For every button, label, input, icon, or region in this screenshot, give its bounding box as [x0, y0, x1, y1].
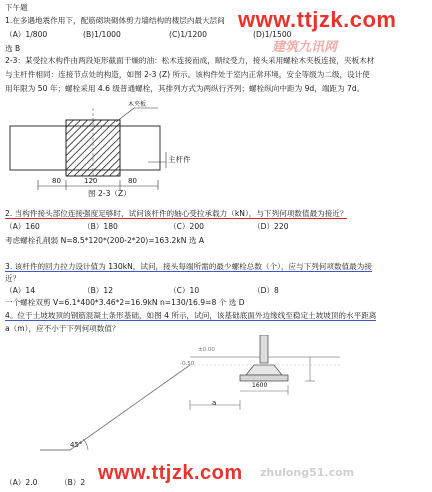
q4-line2: a（m），应不小于下列何项数值？ — [5, 324, 120, 333]
q3-option-c: （C）10 — [169, 286, 200, 295]
q2-options — [5, 222, 289, 232]
q3-option-a: （A）14 — [5, 286, 36, 295]
q2-3-line1: 2-3：某受拉木构件由两段矩形截面干燥的油：松木连接而成，顺纹受力，接头采用螺栓木夹板连接，夹板木材 — [5, 56, 375, 65]
q3-options — [5, 286, 279, 296]
q1-option-d: (D)1/1500 — [253, 30, 292, 39]
q2-stem: 2. 当构件接头部位连接强度足够时，试问该杆件的轴心受拉承载力（kN），与下列何项数值最为接近？ — [5, 209, 348, 218]
watermark-url-bottom: www.ttjzk.com — [98, 462, 243, 484]
figure-caption: 图 2-3（Z） — [88, 189, 131, 198]
q2-option-d: （D）220 — [253, 222, 289, 231]
figure2-dim-a: a — [212, 399, 217, 407]
watermark-site-faint: 建筑九讯网 — [272, 39, 338, 54]
figure-label-zhuganjian: 主杆件 — [168, 155, 191, 164]
q1-answer: 选 B — [5, 44, 21, 53]
q4-line1: 4。位于土坡坡顶的钢筋混凝土条形基础，如图 4 所示，试问，该基础底面外边缘线至稳定土坡坡顶的水平距离 — [5, 311, 377, 320]
q1-option-b: (B)1/1000 — [83, 30, 121, 39]
q2-option-a: （A）160 — [5, 222, 40, 231]
q2-3-line3: 用年限为 50 年；螺栓采用 4.6 级普通螺栓，其排列方式为两纵行齐列；螺栓纵向中距为 9d，端距为 7d。 — [5, 84, 365, 93]
watermark-bottom-faint: zhulong51.com — [260, 466, 355, 479]
q1-options — [5, 30, 292, 40]
q3-option-d: （D）8 — [253, 286, 279, 295]
figure-dim-1: 80 — [52, 177, 61, 185]
q3-stem-line1: 3. 该杆件的回力拉力设计值为 130kN，试问，接头每端所需的最少螺栓总数（个），应与下列何项数值最为接 — [5, 262, 372, 271]
q1-stem: 1.在多遇地震作用下，配筋砌块砌体剪力墙结构的楼层内最大层间 — [5, 16, 225, 25]
q2-option-b: （B）180 — [83, 222, 118, 231]
figure-label-mujiaban: 木夹板 — [128, 101, 147, 108]
q3-stem-line2: 近？ — [5, 274, 21, 283]
figure2-dim-top: ±0.00 — [198, 347, 215, 353]
q1-option-a: （A）1/800 — [5, 30, 48, 39]
q2-3-line2: 与主杆件相同：连接节点处的构造，如图 2-3 (Z) 所示。该构件处于室内正常环境，安全等级为二级，设计使 — [5, 70, 370, 79]
watermark-url-top: www.ttjzk.com — [238, 7, 397, 32]
q3-solution: 一个螺栓双剪 V=6.1*400*3.46*2=16.9kN n=130/16.9=8 个 选 D — [5, 298, 245, 307]
q4-option-a: （A）2.0 — [5, 478, 38, 487]
q3-option-b: （B）12 — [83, 286, 114, 295]
q4-option-b: （B）2 — [60, 478, 86, 487]
q2-solution: 考虑螺栓孔削弱 N=8.5*120*(200-2*20)=163.2kN 选 A — [5, 236, 205, 245]
page-header: 下午题 — [5, 3, 28, 12]
figure-slope-foundation — [40, 335, 340, 465]
figure-dim-3: 80 — [128, 177, 137, 185]
figure2-angle: 45° — [70, 441, 83, 449]
figure-dim-2: 120 — [84, 177, 98, 185]
figure2-dim-1600: 1600 — [252, 382, 268, 389]
q2-option-c: （C）200 — [169, 222, 204, 231]
q1-option-c: (C)1/1200 — [169, 30, 207, 39]
figure2-dim-top2: -0.50 — [180, 361, 195, 367]
